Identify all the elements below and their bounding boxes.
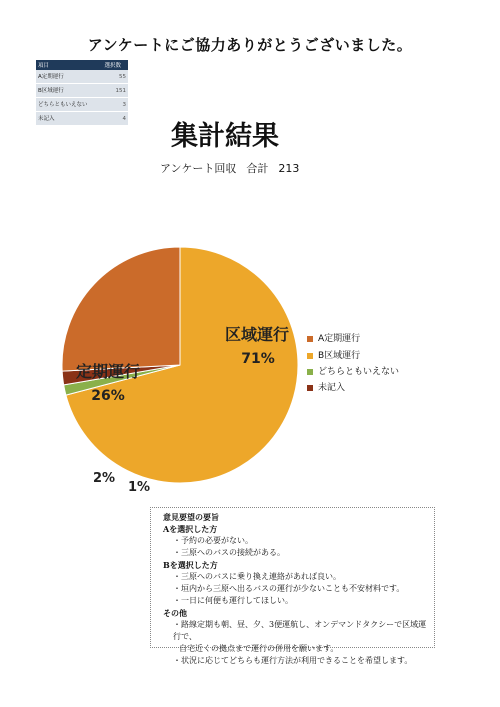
section-title: その他 (163, 608, 187, 618)
list-item: ・予約の必要がない。 (173, 536, 253, 545)
section-title: Aを選択した方 (163, 524, 218, 534)
row-label: A定期運行 (36, 70, 103, 84)
list-item: ・路線定期も朝、昼、夕、3便運航し、オンデマンドタクシーで区域運行で、 (173, 620, 427, 641)
total-sum-label: 合計 (246, 162, 269, 175)
pie-data-label: 71% (241, 351, 275, 367)
total-line (160, 160, 309, 176)
section-title: Bを選択した方 (163, 560, 218, 570)
legend-swatch (307, 353, 313, 359)
list-item: ・垣内から三原へ出るバスの運行が少ないことも不安材料です。 (173, 584, 405, 593)
legend-label: どちらともいえない (318, 367, 400, 377)
pie-chart (0, 180, 500, 500)
row-label: 未記入 (36, 112, 103, 126)
list-item: ・三原へのバスに乗り換え連絡があれば良い。 (173, 572, 341, 581)
pie-data-label: 2% (92, 471, 116, 486)
table-row (36, 84, 128, 98)
legend-item (307, 364, 399, 377)
page-title: 集計結果 (171, 121, 279, 152)
pie-data-label: 定期運行 (75, 362, 141, 381)
pie-data-label: 区域運行 (224, 325, 290, 344)
pie-slice (62, 247, 180, 371)
summary-header-item: 項目 (36, 60, 103, 70)
summary-table-header (36, 60, 128, 70)
list-item: 自宅近くの拠点まで運行の併用を願います。 (179, 644, 339, 653)
thanks-heading: アンケートにご協力ありがとうございました。 (87, 36, 413, 54)
pie-data-label: 1% (127, 480, 151, 495)
row-count: 55 (103, 70, 129, 84)
list-item: ・状況に応じてどちらも運行方法が利用できることを希望します。 (173, 656, 413, 665)
summary-header-count: 選択数 (103, 60, 129, 70)
row-count: 4 (103, 112, 129, 126)
table-row (36, 98, 128, 112)
legend-item (307, 348, 360, 361)
comments-box (150, 507, 435, 665)
list-item: ・三原へのバスの接続がある。 (173, 548, 285, 557)
legend-label: A定期運行 (318, 334, 361, 344)
total-value: 213 (278, 162, 300, 175)
row-label: B区域運行 (36, 84, 103, 98)
legend-label: B区域運行 (318, 351, 361, 361)
legend-item (307, 380, 345, 393)
list-item: ・一日に何便も運行してほしい。 (173, 596, 293, 605)
legend-item (307, 331, 360, 344)
row-label: どちらともいえない (36, 98, 103, 112)
total-label: アンケート回収 (160, 162, 237, 175)
row-count: 151 (103, 84, 129, 98)
legend-label: 未記入 (318, 383, 346, 393)
legend-swatch (307, 369, 313, 375)
row-count: 3 (103, 98, 129, 112)
comments-heading: 意見要望の要旨 (163, 512, 219, 522)
legend-swatch (307, 385, 313, 391)
pie-data-label: 26% (91, 388, 125, 404)
table-row (36, 70, 128, 84)
legend-swatch (307, 336, 313, 342)
